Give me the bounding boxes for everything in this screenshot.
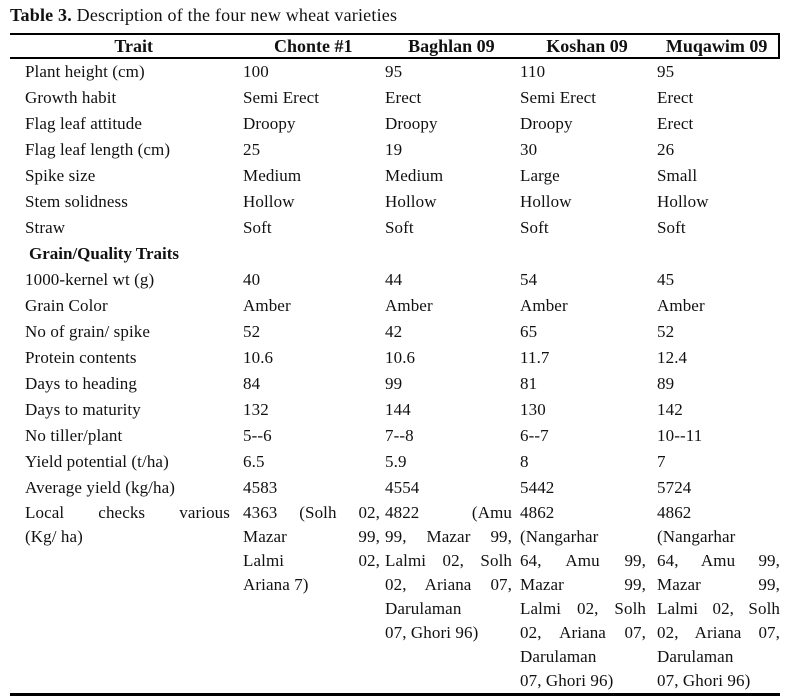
wheat-varieties-table [10,33,780,696]
value-cell: Medium [243,166,302,185]
table-row [10,293,780,319]
value-cell: Amber [520,296,568,315]
cell-line: Lalmi 02, Solh [385,551,512,570]
value-cell: 7--8 [385,426,414,445]
table-row [10,449,780,475]
value-cell: 142 [657,400,683,419]
value-cell: Hollow [520,192,572,211]
table-row [10,475,780,501]
table-row [10,189,780,215]
table-caption: Description of the four new wheat varieties [76,5,398,25]
value-cell: 95 [385,62,403,81]
value-cell: Droopy [520,114,573,133]
cell-line: 07, Ghori 96) [385,623,479,642]
trait-cell: Stem solidness [25,192,128,211]
trait-cell: Spike size [25,166,96,185]
value-cell: 65 [520,322,538,341]
value-cell: 42 [385,322,403,341]
cell-line: 07, Ghori 96) [520,671,614,690]
value-cell: 100 [243,62,269,81]
column-header-baghlan: Baghlan 09 [408,36,495,56]
cell-line: 02, Ariana 07, [657,623,780,642]
value-cell: 4583 [243,478,278,497]
cell-line: 4862 [657,503,692,522]
cell-line: 4363 (Solh 02, [243,503,380,522]
value-cell: Droopy [385,114,438,133]
column-header-trait: Trait [114,36,154,56]
value-cell [520,501,657,693]
value-cell: 8 [520,452,529,471]
table-row [10,397,780,423]
trait-cell: Plant height (cm) [25,62,145,81]
value-cell: 45 [657,270,675,289]
value-cell: Small [657,166,698,185]
value-cell: 52 [657,322,675,341]
value-cell: 10--11 [657,426,703,445]
table-row [10,319,780,345]
value-cell: Erect [385,88,422,107]
table-row [10,59,780,85]
value-cell: 54 [520,270,538,289]
value-cell: Soft [243,218,272,237]
cell-line: 64, Amu 99, [520,551,646,570]
value-cell: 89 [657,374,675,393]
cell-line: Darulaman [385,599,462,618]
value-cell: 5--6 [243,426,272,445]
value-cell: 40 [243,270,261,289]
table-body [10,59,780,693]
table-row [10,163,780,189]
cell-line: Darulaman [657,647,734,666]
table-title [10,1,397,29]
value-cell: 130 [520,400,546,419]
trait-cell: Straw [25,218,66,237]
column-header-chonte: Chonte #1 [273,36,353,56]
value-cell: Hollow [657,192,709,211]
value-cell: 81 [520,374,538,393]
value-cell: Hollow [243,192,295,211]
trait-cell: Grain Color [25,296,108,315]
value-cell: 10.6 [385,348,416,367]
value-cell: Amber [243,296,291,315]
value-cell: 44 [385,270,403,289]
cell-line: 4822 (Amu [385,503,512,522]
value-cell: Soft [520,218,549,237]
value-cell: Amber [657,296,705,315]
value-cell: 5.9 [385,452,407,471]
value-cell: 12.4 [657,348,688,367]
trait-cell: Flag leaf attitude [25,114,142,133]
value-cell: 132 [243,400,269,419]
trait-cell: Flag leaf length (cm) [25,140,171,159]
table-row [10,501,780,693]
table-row [10,111,780,137]
value-cell: 95 [657,62,675,81]
value-cell: 11.7 [520,348,550,367]
table-row [10,371,780,397]
table-row [10,423,780,449]
cell-line: Lalmi 02, Solh [657,599,780,618]
cell-line: Ariana 7) [243,575,309,594]
value-cell: 5442 [520,478,555,497]
value-cell: Amber [385,296,433,315]
cell-line: Mazar 99, [243,527,380,546]
cell-line: Mazar 99, [520,575,646,594]
value-cell: 25 [243,140,261,159]
value-cell: 10.6 [243,348,274,367]
trait-cell: No of grain/ spike [25,322,151,341]
trait-cell: Growth habit [25,88,117,107]
table-row [10,137,780,163]
value-cell: Semi Erect [243,88,320,107]
column-header-muqawim: Muqawim 09 [665,36,768,56]
table-row [10,345,780,371]
value-cell: 110 [520,62,546,81]
cell-line: 99, Mazar 99, [385,527,512,546]
trait-cell: No tiller/plant [25,426,123,445]
value-cell: 144 [385,400,411,419]
value-cell: 5724 [657,478,692,497]
cell-line: 02, Ariana 07, [520,623,646,642]
value-cell: Erect [657,88,694,107]
value-cell: 84 [243,374,261,393]
section-header: Grain/Quality Traits [29,244,180,263]
value-cell [385,501,520,693]
value-cell: 6--7 [520,426,549,445]
value-cell: 52 [243,322,261,341]
cell-line: 02, Ariana 07, [385,575,512,594]
cell-line: Darulaman [520,647,597,666]
value-cell: 19 [385,140,403,159]
trait-cell: Days to heading [25,374,137,393]
cell-line: Lalmi 02, [243,551,380,570]
trait-cell: Protein contents [25,348,137,367]
value-cell: 6.5 [243,452,265,471]
cell-line: 64, Amu 99, [657,551,780,570]
value-cell: 99 [385,374,403,393]
trait-cell: Days to maturity [25,400,141,419]
table-row [10,215,780,241]
cell-line: 07, Ghori 96) [657,671,751,690]
cell-line: (Nangarhar [520,527,599,546]
cell-line: Mazar 99, [657,575,780,594]
cell-line: (Nangarhar [657,527,736,546]
value-cell: Soft [657,218,686,237]
cell-line: 4862 [520,503,555,522]
table-row [10,85,780,111]
value-cell: Semi Erect [520,88,597,107]
value-cell: Droopy [243,114,296,133]
value-cell [243,501,385,693]
value-cell: 30 [520,140,538,159]
column-header-koshan: Koshan 09 [546,36,628,56]
trait-cell [10,501,243,693]
cell-line: Lalmi 02, Solh [520,599,646,618]
value-cell: Large [520,166,560,185]
value-cell: Erect [657,114,694,133]
cell-line: (Kg/ ha) [25,527,83,546]
table-header-row [10,35,780,59]
trait-cell: 1000-kernel wt (g) [25,270,155,289]
value-cell: 26 [657,140,675,159]
value-cell: Medium [385,166,444,185]
value-cell: 7 [657,452,666,471]
value-cell: 4554 [385,478,420,497]
value-cell: Hollow [385,192,437,211]
table-number-label: Table 3. [10,5,72,25]
trait-cell: Yield potential (t/ha) [25,452,169,471]
table-row [10,267,780,293]
value-cell: Soft [385,218,414,237]
cell-line: Local checks various [25,503,230,522]
value-cell [657,501,780,693]
trait-cell: Average yield (kg/ha) [25,478,175,497]
